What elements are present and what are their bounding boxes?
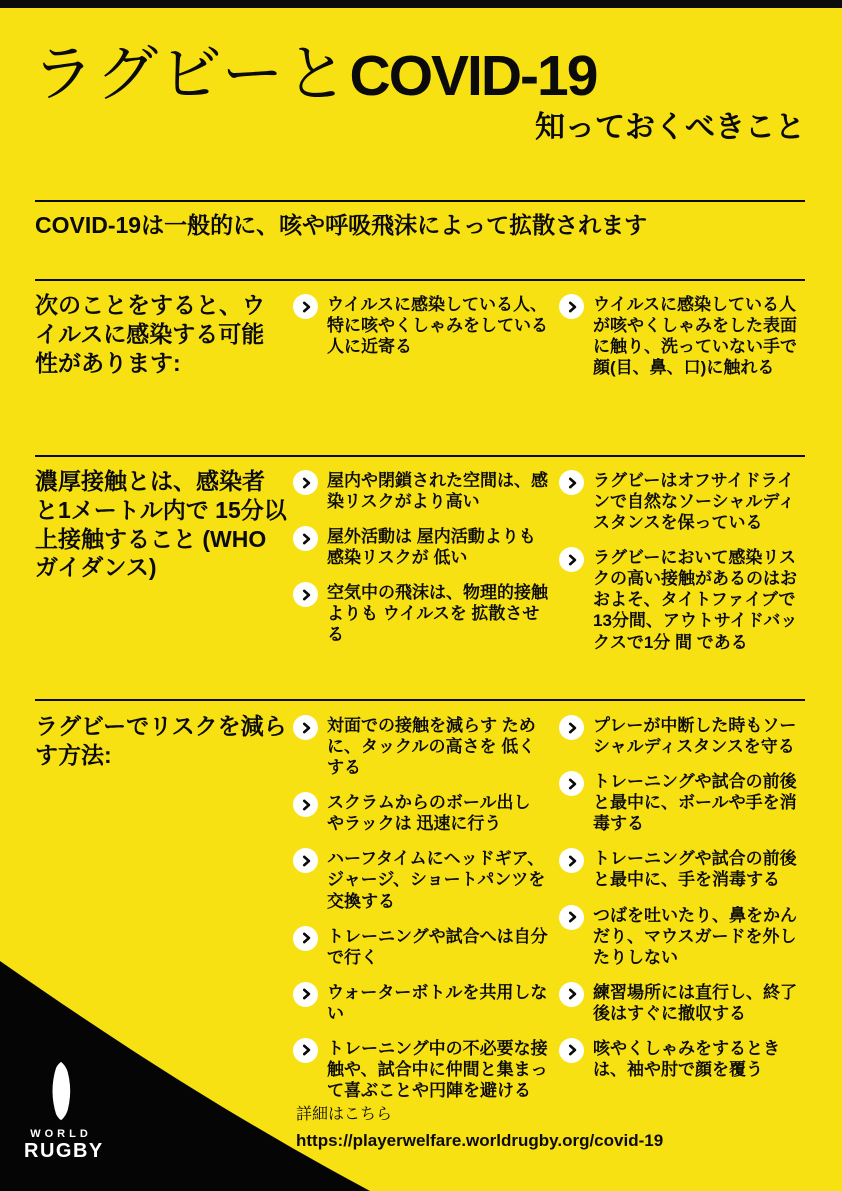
bullet-text: 対面での接触を減らす ために、タックルの高さを 低くする xyxy=(327,716,536,778)
list-item xyxy=(293,715,553,778)
bullet-text: ハーフタイムにヘッドギア、ジャージ、ショートパンツを交換する xyxy=(327,849,546,911)
bullet-text: 咳やくしゃみをするときは、袖や肘で顔を覆う xyxy=(593,1038,780,1080)
bullet-column xyxy=(293,291,553,357)
bullet-text: ラグビーはオフサイドラインで自然なソーシャルディスタンスを保っている xyxy=(593,471,795,533)
footer-info xyxy=(296,1102,663,1154)
bullet-text: つばを吐いたり、鼻をかんだり、マウスガードを外したりしない xyxy=(593,905,797,967)
list-item xyxy=(559,982,811,1024)
list-item xyxy=(559,1038,811,1080)
section-heading: 次のことをすると、ウイルスに感染する可能性があります: xyxy=(35,292,265,376)
list-item xyxy=(293,294,553,357)
chevron-right-icon xyxy=(559,547,584,572)
bullet-column xyxy=(559,712,811,1080)
chevron-right-icon xyxy=(293,926,318,951)
list-item xyxy=(559,715,811,757)
list-item xyxy=(293,470,553,512)
list-item xyxy=(559,294,811,378)
section-infection-risk xyxy=(35,291,811,378)
bullet-text: 空気中の飛沫は、物理的接触よりも ウイルスを 拡散させる xyxy=(327,583,548,645)
chevron-right-icon xyxy=(559,982,584,1007)
list-item xyxy=(293,792,553,834)
chevron-right-icon xyxy=(559,905,584,930)
bullet-column xyxy=(293,467,553,646)
bullet-text: トレーニングや試合の前後と最中に、手を消毒する xyxy=(593,849,797,890)
chevron-right-icon xyxy=(559,470,584,495)
bullet-text: トレーニングや試合の前後と最中に、ボールや手を消毒する xyxy=(593,772,797,834)
divider xyxy=(35,455,805,457)
bullet-text: ウイルスに感染している人が咳やくしゃみをした表面に触り、洗っていない手で顔(目、鼻、口)に触れる xyxy=(593,295,797,378)
list-item xyxy=(559,547,811,652)
chevron-right-icon xyxy=(559,715,584,740)
more-info-label: 詳細はこちら xyxy=(296,1106,393,1123)
world-rugby-logo xyxy=(24,1060,104,1163)
list-item xyxy=(293,582,553,645)
chevron-right-icon xyxy=(293,294,318,319)
bullet-text: ウイルスに感染している人、特に咳やくしゃみをしている人に近寄る xyxy=(327,295,548,357)
bullet-text: プレーが中断した時もソーシャルディスタンスを守る xyxy=(593,716,797,757)
section-heading: 濃厚接触とは、感染者と1メートル内で 15分以上接触すること (WHO ガイダンス) xyxy=(35,468,287,581)
chevron-right-icon xyxy=(559,848,584,873)
list-item xyxy=(559,848,811,890)
bullet-column xyxy=(559,467,811,653)
chevron-right-icon xyxy=(293,582,318,607)
bullet-text: 屋外活動は 屋内活動よりも 感染リスクが 低い xyxy=(327,527,536,568)
list-item xyxy=(293,848,553,911)
bullet-text: 屋内や閉鎖された空間は、感染リスクがより高い xyxy=(327,471,548,512)
intro-statement: COVID-19は一般的に、咳や呼吸飛沫によって拡散されます xyxy=(35,212,648,238)
divider xyxy=(35,200,805,202)
bullet-text: トレーニングや試合へは自分で行く xyxy=(327,926,548,967)
list-item xyxy=(559,905,811,968)
section-close-contact xyxy=(35,467,811,653)
list-item xyxy=(559,771,811,834)
bullet-column xyxy=(559,291,811,378)
bullet-text: ウォーターボトルを共用しない xyxy=(327,982,548,1023)
divider xyxy=(35,699,805,701)
chevron-right-icon xyxy=(559,771,584,796)
chevron-right-icon xyxy=(559,1038,584,1063)
bullet-text: スクラムからのボール出し やラックは 迅速に行う xyxy=(327,793,531,834)
page-title xyxy=(32,24,596,113)
logo-word-rugby: RUGBY xyxy=(24,1140,104,1163)
divider xyxy=(35,279,805,281)
chevron-right-icon xyxy=(293,848,318,873)
title-japanese: ラグビーと xyxy=(32,40,350,109)
chevron-right-icon xyxy=(293,470,318,495)
list-item xyxy=(559,470,811,533)
playerwelfare-url: https://playerwelfare.worldrugby.org/covid-19 xyxy=(296,1131,664,1150)
chevron-right-icon xyxy=(293,792,318,817)
logo-word-world: WORLD xyxy=(30,1128,92,1140)
section-heading: ラグビーでリスクを減らす方法: xyxy=(35,713,287,768)
chevron-right-icon xyxy=(559,294,584,319)
chevron-right-icon xyxy=(293,715,318,740)
bullet-text: 練習場所には直行し、終了後はすぐに撤収する xyxy=(593,982,797,1023)
rugby-ball-icon xyxy=(38,1060,84,1122)
top-border xyxy=(0,0,842,8)
chevron-right-icon xyxy=(293,526,318,551)
list-item xyxy=(293,526,553,568)
bullet-text: ラグビーにおいて感染リスクの高い接触があるのはおおよそ、タイトファイブで13分間、アウトサイドバックスで1分 間 である xyxy=(593,548,798,652)
bullet-text: トレーニング中の不必要な接触や、試合中に仲間と集まって喜ぶことや円陣を避ける xyxy=(327,1038,548,1101)
poster-subtitle: 知っておくべきこと xyxy=(535,111,805,144)
title-covid19: COVID-19 xyxy=(349,44,597,108)
